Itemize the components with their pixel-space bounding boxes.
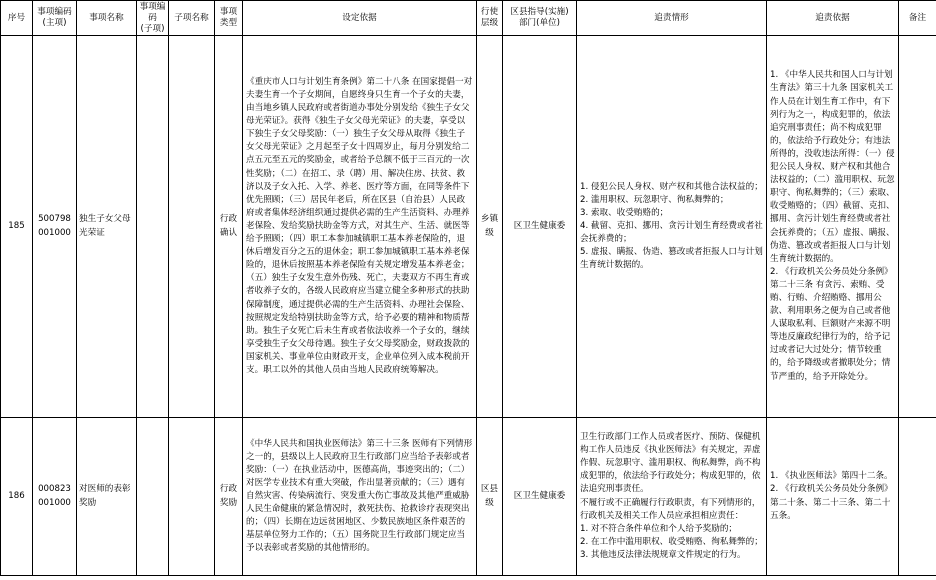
list-item: 4. 截留、克扣、挪用、贪污计划生育经费或者社会抚养费的； <box>580 220 763 245</box>
cell-sub-name <box>169 36 215 418</box>
list-item: 1. 侵犯公民人身权、财产权和其他合法权益的； <box>580 181 763 192</box>
cell-item-type: 行政 奖励 <box>215 418 243 576</box>
cell-sub-code <box>137 418 169 576</box>
header-item-code: 事项编码 (主项) <box>33 1 77 36</box>
list-item: 1. 对不符合条件单位和个人给予奖励的； <box>580 523 738 534</box>
cell-level: 乡镇 级 <box>477 36 503 418</box>
header-item-name: 事项名称 <box>77 1 137 36</box>
header-dept: 区县指导(实施) 部门(单位) <box>503 1 577 36</box>
cell-sub-name <box>169 418 215 576</box>
cell-accountability-basis <box>767 418 899 576</box>
header-row <box>1 1 936 36</box>
header-remark: 备注 <box>899 1 936 36</box>
cell-remark <box>899 418 936 576</box>
list-item: 不履行或不正确履行行政职责，有下列情形的，行政机关及相关工作人员应承担相应责任： <box>580 497 761 521</box>
cell-item-code: 000823 001000 <box>33 418 77 576</box>
list-item: 2. 《行政机关公务员处分条例》第二十三条 有贪污、索贿、受贿、行贿、介绍贿赂、挪用公款、利用职务之便为自己或者他人谋取私利、巨额财产来源不明等违反廉政纪律行为的，给予记过或者记大过处分；情节较重的，给予降级或者撤职处分；情节严重的，给予开除处分。 <box>770 266 893 382</box>
cell-remark <box>899 36 936 418</box>
header-seq: 序号 <box>1 1 33 36</box>
cell-basis: 《重庆市人口与计划生育条例》第二十八条 在国家提倡一对夫妻生育一个子女期间，自愿终身只生育一个子女的夫妻，由当地乡镇人民政府或者街道办事处分别发给《独生子女父母光荣证》。获得《独生子女父母光荣证》的夫妻，享受以下独生子女父母奖励：（一）独生子女父母从取得《独生子女父母光荣证》之月起至子女十四周岁止，每月分别发给二点五元至五元的奖励金，或者给予总额不低于三百元的一次性奖励；（二）在招工、录（聘）用、解决住房、扶贫、救济以及子女入托、入学、养老、医疗等方面，在同等条件下优先照顾；（三）居民年老后，所在区县（自治县）人民政府或者集体经济组织通过提供必需的生产生活资料、办理养老保险、发给奖励扶助金等方式，对其生产、生活、就医等给予照顾；（四）职工本参加城镇职工基本养老保险的，退休后增发百分之五的退休金；职工参加城镇职工基本养老保险的，退休后按照基本养老保险有关规定增发基本养老金；（五）独生子女发生意外伤残、死亡，夫妻双方不再生育或者收养子女的，各级人民政府应当建立健全多种形式的扶助保障制度，通过提供必需的生产生活资料、办理社会保险、按照规定发给特别扶助金等方式，给予必要的精神和物质帮助。独生子女死亡后未生育或者依法收养一个子女的，继续享受独生子女父母待遇。独生子女父母奖励金，财政拨款的国家机关、事业单位由财政开支，企业单位列入成本税前开支。职工以外的其他人员由当地人民政府统筹解决。 <box>243 36 477 418</box>
list-item: 3. 其他违反法律法规规章文件规定的行为。 <box>580 549 746 560</box>
list-item: 2. 在工作中滥用职权、收受贿赂、徇私舞弊的； <box>580 536 763 547</box>
table-row <box>1 36 936 418</box>
list-item: 3. 索取、收受贿赂的； <box>580 207 669 218</box>
list-item: 2. 《行政机关公务员处分条例》第二十条、第二十三条、第二十五条。 <box>770 484 893 521</box>
cell-seq: 185 <box>1 36 33 418</box>
cell-item-name: 对医师的表彰奖励 <box>77 418 137 576</box>
cell-basis: 《中华人民共和国执业医师法》第三十三条 医师有下列情形之一的，县级以上人民政府卫生行政部门应当给予表彰或者奖励：（一）在执业活动中，医德高尚，事迹突出的；（二）对医学专业技术有重大突破，作出显著贡献的；（三）遇有自然灾害、传染病流行、突发重大伤亡事故及其他严重威胁人民生命健康的紧急情况时，救死扶伤、抢救诊疗表现突出的；（四）长期在边远贫困地区、少数民族地区条件艰苦的基层单位努力工作的；（五）国务院卫生行政部门规定应当予以表彰或者奖励的其他情形的。 <box>243 418 477 576</box>
header-sub-name: 子项名称 <box>169 1 215 36</box>
table-row <box>1 418 936 576</box>
header-accountability: 追责情形 <box>577 1 767 36</box>
cell-level: 区县 级 <box>477 418 503 576</box>
cell-item-type: 行政 确认 <box>215 36 243 418</box>
cell-item-name: 独生子女父母光荣证 <box>77 36 137 418</box>
list-item: 1. 《执业医师法》第四十二条。 <box>770 471 893 482</box>
cell-accountability <box>577 418 767 576</box>
header-basis: 设定依据 <box>243 1 477 36</box>
cell-dept: 区卫生健康委 <box>503 418 577 576</box>
header-item-type: 事项 类型 <box>215 1 243 36</box>
cell-dept: 区卫生健康委 <box>503 36 577 418</box>
cell-sub-code <box>137 36 169 418</box>
header-level: 行使 层级 <box>477 1 503 36</box>
cell-accountability-basis <box>767 36 899 418</box>
header-accountability-basis: 追责依据 <box>767 1 899 36</box>
cell-accountability <box>577 36 767 418</box>
cell-seq: 186 <box>1 418 33 576</box>
list-item: 5. 虚报、瞒报、伪造、篡改或者拒报人口与计划生育统计数据的。 <box>580 247 763 271</box>
list-item: 1. 《中华人民共和国人口与计划生育法》第三十九条 国家机关工作人员在计划生育工作中，有下列行为之一，构成犯罪的，依法追究刑事责任；尚不构成犯罪的，依法给予行政处分；有违法所得的，没收违法所得：（一）侵犯公民人身权、财产权和其他合法权益的；（二）滥用职权、玩忽职守、徇私舞弊的；（三）索取、收受贿赂的；（四）截留、克扣、挪用、贪污计划生育经费或者社会抚养费的；（五）虚报、瞒报、伪造、篡改或者拒报人口与计划生育统计数据的。 <box>770 70 895 264</box>
list-item: 2. 滥用职权、玩忽职守、徇私舞弊的； <box>580 194 729 205</box>
cell-item-code: 500798 001000 <box>33 36 77 418</box>
header-sub-code: 事项编码 (子项) <box>137 1 169 36</box>
list-item: 卫生行政部门工作人员或者医疗、预防、保健机构工作人员违反《执业医师法》有关规定，弄虚作假、玩忽职守、滥用职权、徇私舞弊，尚不构成犯罪的，依法给予行政处分；构成犯罪的，依法追究刑事责任。 <box>580 432 761 495</box>
